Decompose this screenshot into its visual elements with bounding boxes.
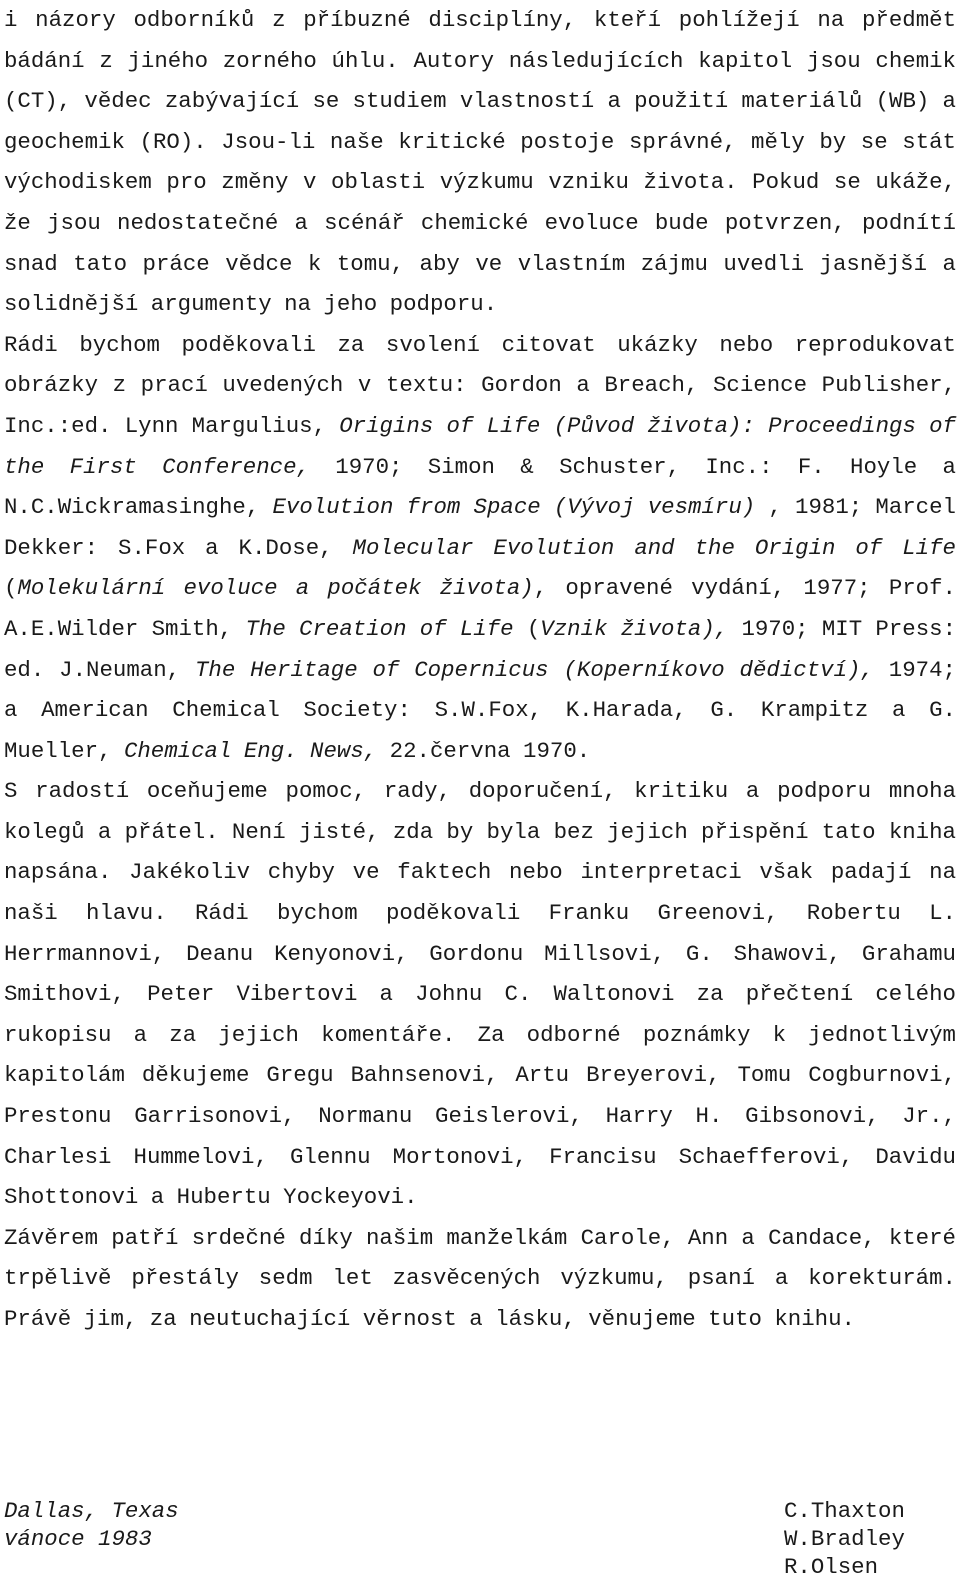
book-title: The Heritage of Copernicus (Koperníkovo dědictví), [194, 656, 874, 683]
text-run: 1974; a American Chemical Society: S.W.Fox, K.Harada, G. Krampitz a G. Mueller, [4, 656, 956, 764]
text-run: , opravené vydání, 1977; Prof. A.E.Wilder Smith, [4, 575, 956, 642]
signature-place-date [4, 1497, 179, 1553]
book-title: Molecular Evolution and the Origin of Life [352, 534, 956, 561]
author-name: R.Olsen [784, 1554, 879, 1580]
book-title: Origins of Life (Původ života): Proceedings of the First Conference, [4, 412, 956, 480]
text-run: , 1981; Marcel Dekker: S.Fox a K.Dose, [4, 494, 956, 561]
signature-authors [784, 1497, 905, 1581]
book-title: Evolution from Space (Vývoj vesmíru) [272, 494, 756, 521]
author-name: W.Bradley [784, 1526, 905, 1552]
text-run: 22.června 1970. [377, 737, 591, 764]
text-run: 1970; MIT Press: ed. J.Neuman, [4, 615, 957, 683]
text-run: Rádi bychom poděkovali za svolení citovat ukázky nebo reprodukovat obrázky z prací uvedených v textu: Gordon a Breach, Science Publisher, Inc.:ed. Lynn Margulius, [4, 331, 956, 439]
signature-place: Dallas, Texas [4, 1498, 179, 1524]
book-title: Molekulární evoluce a počátek života) [17, 575, 534, 602]
book-title: Vznik života), [540, 615, 729, 642]
text-run: ( [513, 615, 541, 642]
signature-date: vánoce 1983 [4, 1526, 152, 1552]
document-body [4, 0, 956, 1340]
text-run: 1970; Simon & Schuster, Inc.: F. Hoyle a N.C.Wickramasinghe, [4, 453, 956, 521]
text-run: ( [4, 575, 18, 602]
paragraph-intro: i názory odborníků z příbuzné disciplíny, kteří pohlížejí na předmět bádání z jiného zorného úhlu. Autory následujících kapitol jsou chemik (CT), vědec zabývající se studiem vlastností a použití materiálů (WB) a geochemik (RO). Jsou-li naše kritické postoje správné, měly by se stát východiskem pro změny v oblasti výzkumu vzniku života. Pokud se ukáže, že jsou nedostatečné a scénář chemické evoluce bude potvrzen, podnítí snad tato práce vědce k tomu, aby ve vlastním zájmu uvedli jasnější a solidnější argumenty na jeho podporu. [4, 7, 956, 318]
paragraph-acknowledgements: S radostí oceňujeme pomoc, rady, doporučení, kritiku a podporu mnoha kolegů a přátel. Není jisté, zda by byla bez jejich přispění tato kniha napsána. Jakékoliv chyby ve faktech nebo interpretaci však padají na naši hlavu. Rádi bychom poděkovali Franku Greenovi, Robertu L. Herrmannovi, Deanu Kenyonovi, Gordonu Millsovi, G. Shawovi, Grahamu Smithovi, Peter Vibertovi a Johnu C. Waltonovi za přečtení celého rukopisu a za jejich komentáře. Za odborné poznámky k jednotlivým kapitolám děkujeme Gregu Bahnsenovi, Artu Breyerovi, Tomu Cogburnovi, Prestonu Garrisonovi, Normanu Geislerovi, Harry H. Gibsonovi, Jr., Charlesi Hummelovi, Glennu Mortonovi, Francisu Schaefferovi, Davidu Shottonovi a Hubertu Yockeyovi. [4, 778, 956, 1211]
book-title: The Creation of Life [245, 615, 514, 642]
paragraph-permissions [4, 325, 956, 772]
paragraph-dedication: Závěrem patří srdečné díky našim manželkám Carole, Ann a Candace, které trpělivě přestály sedm let zasvěcených výzkumu, psaní a korekturám. Právě jim, za neutuchající věrnost a lásku, věnujeme tuto knihu. [4, 1224, 956, 1332]
author-name: C.Thaxton [784, 1498, 905, 1524]
journal-title: Chemical Eng. News, [123, 737, 378, 764]
